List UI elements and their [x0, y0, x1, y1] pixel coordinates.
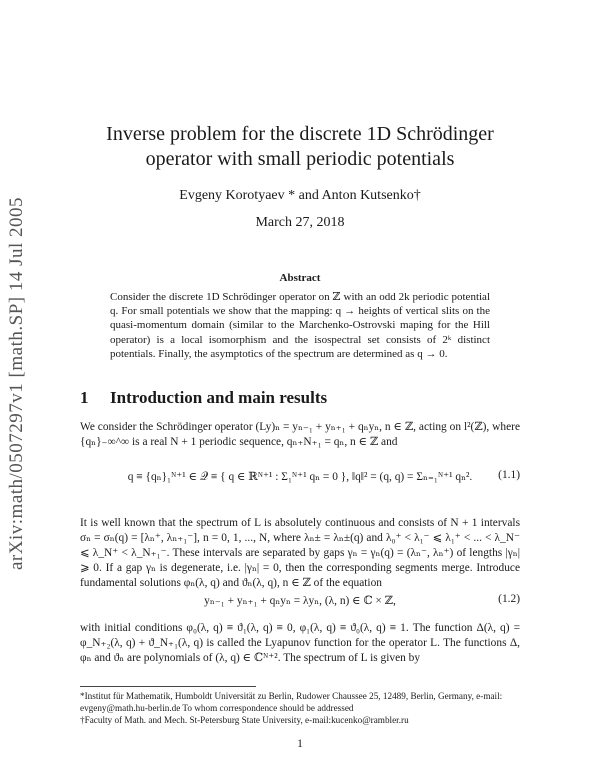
- equation-1-2: [80, 593, 520, 607]
- section-title: Introduction and main results: [110, 388, 328, 407]
- footnote-divider: [80, 686, 256, 687]
- footnote-1: *Institut für Mathematik, Humboldt Universität zu Berlin, Rudower Chaussee 25, 12489, Berlin, Germany, e-mail: evgeny@math.hu-berlin.de To whom correspondence should be addressed: [80, 691, 503, 713]
- arxiv-identifier: arXiv:math/0507297v1 [math.SP] 14 Jul 2005: [6, 196, 27, 570]
- paper-authors: Evgeny Korotyaev * and Anton Kutsenko†: [179, 188, 421, 203]
- paper-date: March 27, 2018: [255, 215, 345, 230]
- intro-paragraph-2: It is well known that the spectrum of L is absolutely continuous and consists of N + 1 intervals σₙ = σₙ(q) = [λₙ⁺, λₙ₊₁⁻], n = 0, 1, ..., N, where λₙ± = λₙ±(q) and λ₀⁺ < λ₁⁻ ⩽ λ₁⁺ < ... < λ_N⁻ ⩽ λ_N⁺ < λ_N₊₁⁻. These intervals are separated by gaps γₙ = γₙ(q) = (λₙ⁻, λₙ⁺) of lengths |γₙ| ⩾ 0. If a gap γₙ is degenerate, i.e. |γₙ| = 0, then the corresponding segments merge. Introduce fundamental solutions φₙ(λ, q) and ϑₙ(λ, q), n ∈ ℤ of the equation: [80, 517, 520, 589]
- equation-1-1-body: q ≡ {qₙ}₁ᴺ⁺¹ ∈ 𝒬 ≡ { q ∈ ℝᴺ⁺¹ : Σ₁ᴺ⁺¹ qₙ = 0 }, ‖q‖² = (q, q) = Σₙ₌₁ᴺ⁺¹ qₙ².: [127, 471, 473, 483]
- intro-paragraph-3: with initial conditions φ₀(λ, q) ≡ ϑ₁(λ, q) ≡ 0, φ₁(λ, q) ≡ ϑ₀(λ, q) ≡ 1. The function Δ(λ, q) = φ_N₊₂(λ, q) + ϑ_N₊₁(λ, q) is called the Lyapunov function for the operator L. The functions Δ, φₙ and ϑₙ are polynomials of (λ, q) ∈ ℂᴺ⁺². The spectrum of L is given by: [80, 622, 520, 664]
- paper-title: Inverse problem for the discrete 1D Schrödinger operator with small periodic potentials: [106, 123, 494, 170]
- footnote-2: †Faculty of Math. and Mech. St-Petersburg State University, e-mail:kucenko@rambler.ru: [80, 715, 409, 725]
- section-number: 1: [80, 388, 89, 407]
- abstract-heading: Abstract: [279, 272, 321, 284]
- section-heading: [80, 388, 327, 408]
- equation-1-1: [80, 469, 520, 484]
- abstract-text: Consider the discrete 1D Schrödinger operator on ℤ with an odd 2k periodic potential q. For small potentials we show that the mapping: q → heights of vertical slits on the quasi-momentum domain (similar to the Marchenko-Ostrovski maping for the Hill operator) is a local isomorphism and the isospectral set consists of 2ᵏ distinct potentials. Finally, the asymptotics of the spectrum are determined as q → 0.: [110, 291, 490, 360]
- intro-paragraph-1: We consider the Schrödinger operator (Ly)ₙ = yₙ₋₁ + yₙ₊₁ + qₙyₙ, n ∈ ℤ, acting on l²(ℤ), where {qₙ}₋∞^∞ is a real N + 1 periodic sequence, qₙ₊N₊₁ = qₙ, n ∈ ℤ and: [80, 421, 520, 448]
- equation-1-2-tag: (1.2): [498, 593, 520, 605]
- page-number: 1: [297, 738, 303, 750]
- equation-1-1-tag: (1.1): [498, 469, 520, 481]
- equation-1-2-body: yₙ₋₁ + yₙ₊₁ + qₙyₙ = λyₙ, (λ, n) ∈ ℂ × ℤ,: [204, 595, 396, 607]
